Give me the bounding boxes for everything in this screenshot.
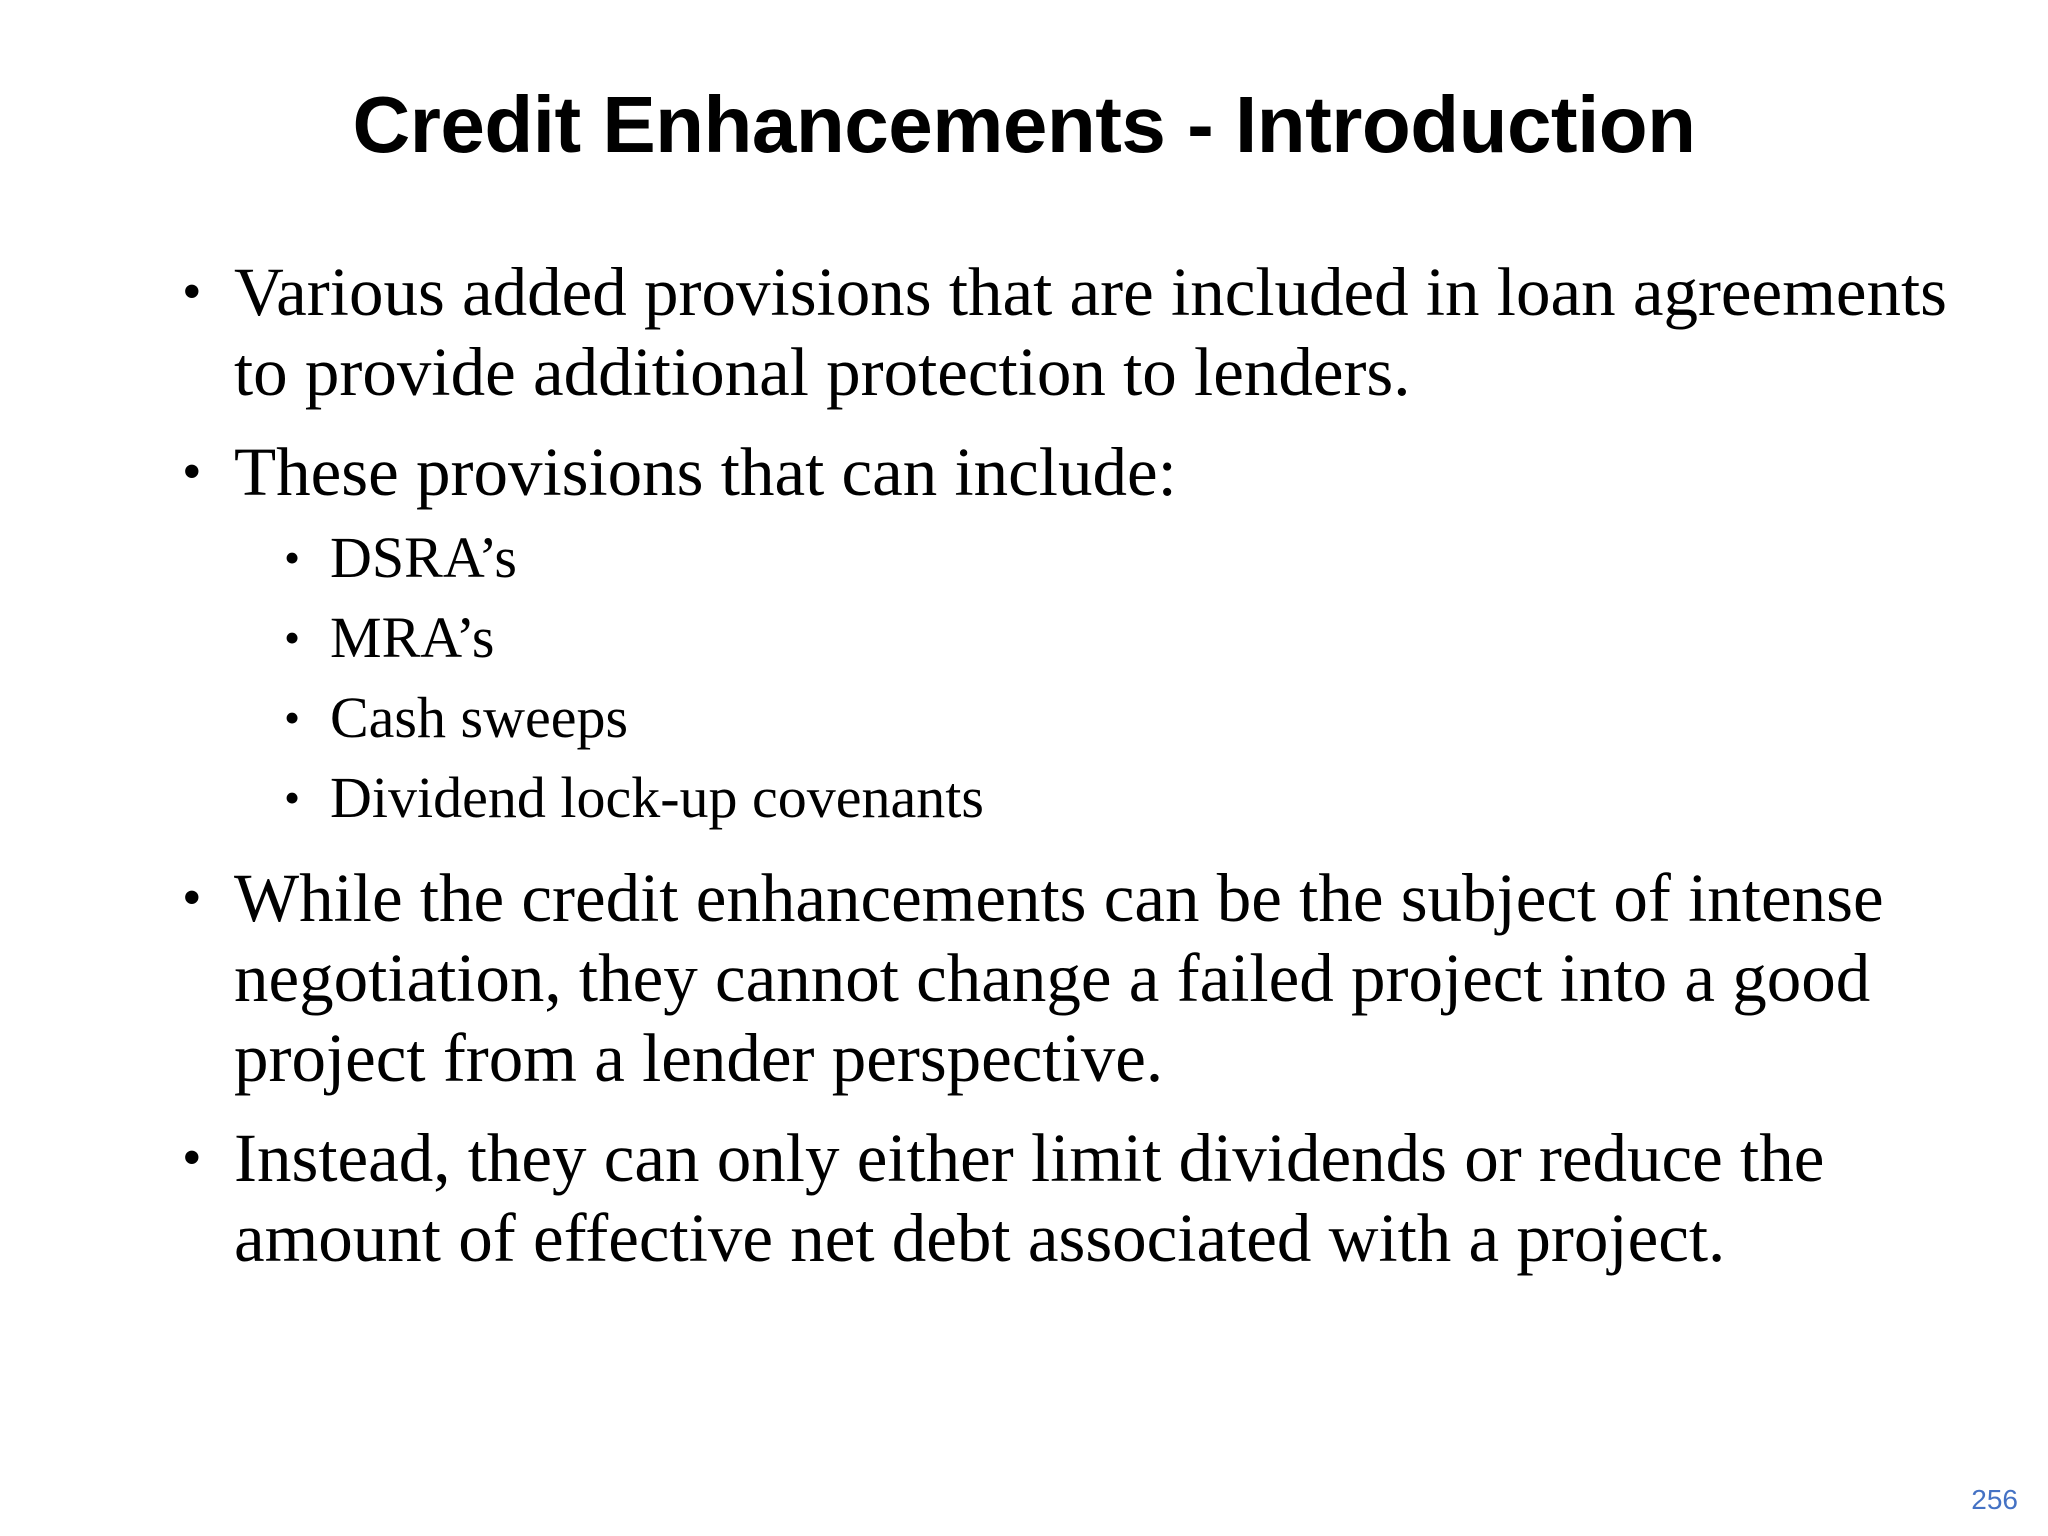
sub-bullet-item — [234, 758, 1960, 838]
bullet-item — [180, 858, 1960, 1098]
slide-title: Credit Enhancements - Introduction — [352, 80, 1696, 169]
sub-bullet-item — [234, 518, 1960, 598]
bullet-icon: • — [284, 612, 301, 663]
sub-bullet-list — [234, 518, 1960, 838]
sub-bullet-item — [234, 678, 1960, 758]
bullet-item — [180, 432, 1960, 838]
bullet-list — [180, 252, 1960, 1278]
sub-bullet-text: Dividend lock-up covenants — [330, 765, 984, 830]
bullet-text: Various added provisions that are included in loan agreements to provide additional protection to lenders. — [234, 254, 1948, 410]
sub-bullet-text: DSRA’s — [330, 525, 517, 590]
sub-bullet-item — [234, 598, 1960, 678]
bullet-item — [180, 1118, 1960, 1278]
bullet-icon: • — [182, 867, 202, 929]
bullet-icon: • — [182, 1127, 202, 1189]
bullet-text: Instead, they can only either limit dividends or reduce the amount of effective net debt associated with a project. — [234, 1120, 1825, 1276]
slide-content — [180, 252, 1960, 1298]
bullet-item — [180, 252, 1960, 412]
bullet-text: While the credit enhancements can be the subject of intense negotiation, they cannot change a failed project into a good project from a lender perspective. — [234, 860, 1884, 1096]
bullet-icon: • — [284, 692, 301, 743]
bullet-icon: • — [182, 441, 202, 503]
bullet-icon: • — [284, 532, 301, 583]
bullet-icon: • — [284, 772, 301, 823]
page-number: 256 — [1971, 1484, 2018, 1515]
bullet-text: These provisions that can include: — [234, 434, 1177, 510]
bullet-icon: • — [182, 261, 202, 323]
sub-bullet-text: MRA’s — [330, 605, 495, 670]
sub-bullet-text: Cash sweeps — [330, 685, 629, 750]
